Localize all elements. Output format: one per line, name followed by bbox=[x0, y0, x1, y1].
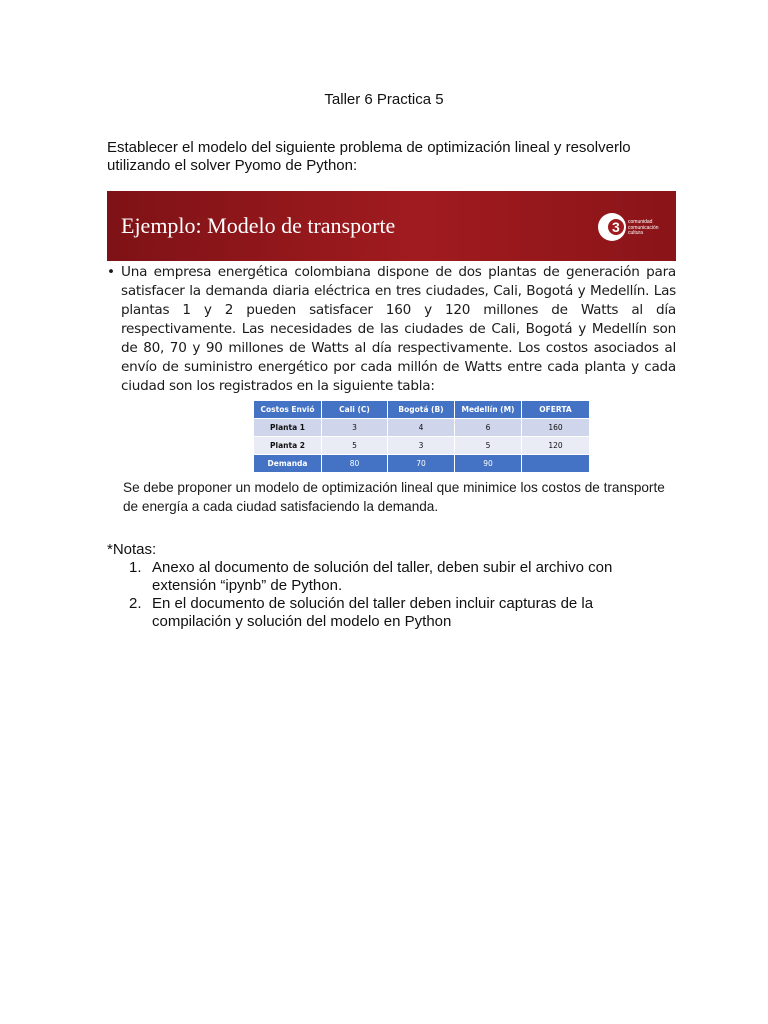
table-header-cell: OFERTA bbox=[522, 401, 590, 419]
table-cell: 160 bbox=[522, 419, 590, 437]
notes-section bbox=[107, 541, 667, 631]
table-cell: 6 bbox=[455, 419, 522, 437]
table-cell: 80 bbox=[322, 455, 388, 473]
note-text: Anexo al documento de solución del taller, deben subir el archivo con extensión “ipynb” de Python. bbox=[152, 559, 613, 594]
slide-heading: Ejemplo: Modelo de transporte bbox=[121, 213, 396, 238]
c3-logo bbox=[597, 207, 673, 247]
table-header-row bbox=[254, 401, 590, 419]
c3-logo-mark: 3 bbox=[612, 219, 620, 235]
table-header-cell: Bogotá (B) bbox=[388, 401, 455, 419]
table-cell bbox=[522, 455, 590, 473]
table-cell: 3 bbox=[388, 437, 455, 455]
table-row bbox=[254, 437, 590, 455]
embedded-slide bbox=[107, 191, 676, 517]
table-header-cell: Cali (C) bbox=[322, 401, 388, 419]
bullet-dot: • bbox=[107, 264, 116, 280]
logo-wordmark bbox=[628, 220, 659, 237]
table-row-label: Planta 1 bbox=[254, 419, 322, 437]
table-cell: 3 bbox=[322, 419, 388, 437]
table-row-label: Planta 2 bbox=[254, 437, 322, 455]
logo-line: cultura bbox=[628, 230, 644, 236]
table-row bbox=[254, 419, 590, 437]
table-cell: 70 bbox=[388, 455, 455, 473]
table-cell: 4 bbox=[388, 419, 455, 437]
intro-paragraph: Establecer el modelo del siguiente problema de optimización lineal y resolverlo utilizando el solver Pyomo de Python: bbox=[107, 139, 631, 174]
logo-line: comunidad bbox=[628, 219, 653, 225]
list-item bbox=[107, 559, 667, 595]
c3-logo-icon bbox=[597, 207, 629, 247]
table-header-cell: Costos Envió bbox=[254, 401, 322, 419]
cost-table bbox=[253, 400, 590, 473]
slide-header bbox=[107, 191, 676, 261]
table-cell: 120 bbox=[522, 437, 590, 455]
slide-body bbox=[107, 263, 676, 396]
table-cell: 90 bbox=[455, 455, 522, 473]
note-number: 1. bbox=[129, 559, 142, 576]
logo-line: comunicación bbox=[628, 224, 659, 231]
table-header-cell: Medellín (M) bbox=[455, 401, 522, 419]
note-text: En el documento de solución del taller deben incluir capturas de la compilación y solución del modelo en Python bbox=[152, 595, 594, 630]
table-row bbox=[254, 455, 590, 473]
bullet-text: Una empresa energética colombiana dispone de dos plantas de generación para satisfacer la demanda diaria eléctrica en tres ciudades, Cali, Bogotá y Medellín. Las plantas 1 y 2 pueden satisfacer 160 y 120 millones de Watts al día respectivamente. Las necesidades de las ciudades de Cali, Bogotá y Medellín son de 80, 70 y 90 millones de Watts al día respectivamente. Los costos asociados al envío de suministro energético por cada millón de Watts entre cada planta y cada ciudad son los registrados en la siguiente tabla: bbox=[121, 264, 676, 394]
table-cell: 5 bbox=[322, 437, 388, 455]
document-title: Taller 6 Practica 5 bbox=[324, 91, 444, 108]
note-number: 2. bbox=[129, 595, 142, 612]
slide-closing-text: Se debe proponer un modelo de optimización lineal que minimice los costos de transporte de energía a cada ciudad satisfaciendo la demanda. bbox=[123, 480, 665, 514]
table-cell: 5 bbox=[455, 437, 522, 455]
notes-heading: *Notas: bbox=[107, 541, 157, 558]
notes-list bbox=[107, 559, 667, 631]
list-item bbox=[107, 595, 667, 631]
table-row-label: Demanda bbox=[254, 455, 322, 473]
